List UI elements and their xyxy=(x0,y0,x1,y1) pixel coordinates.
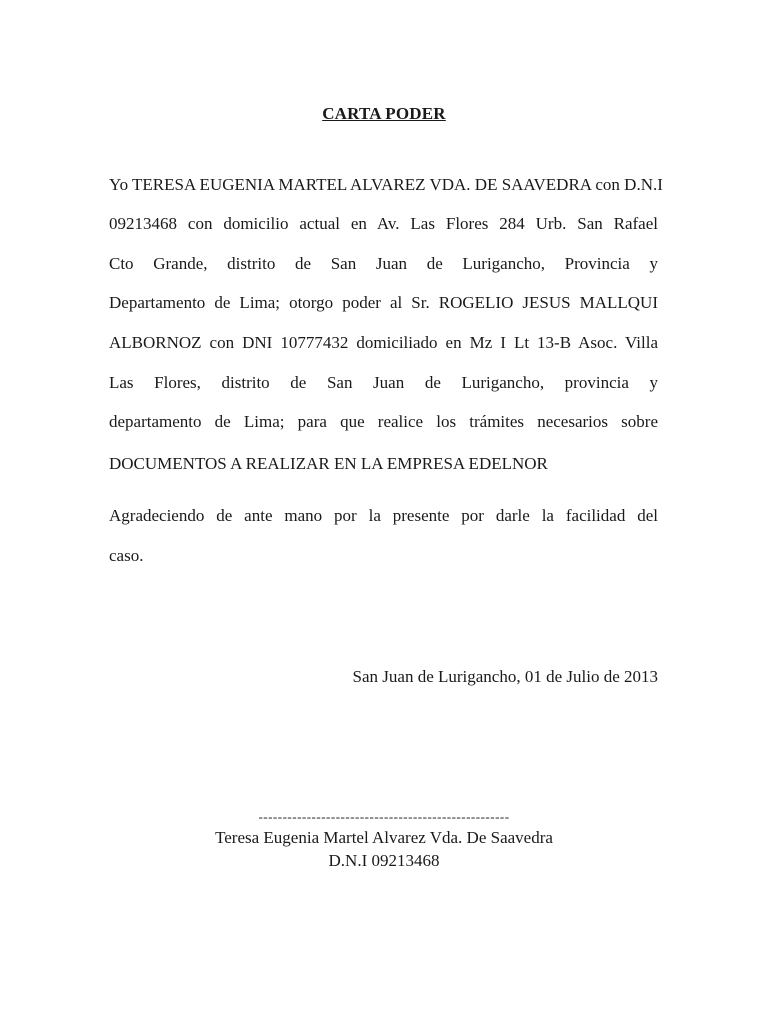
body-line-3: Cto Grande, distrito de San Juan de Lurigancho, Provincia y xyxy=(109,254,658,273)
body-line-5: ALBORNOZ con DNI 10777432 domiciliado en Mz I Lt 13-B Asoc. Villa xyxy=(109,333,658,352)
body-line-2: 09213468 con domicilio actual en Av. Las Flores 284 Urb. San Rafael xyxy=(109,214,658,233)
place-date: San Juan de Lurigancho, 01 de Julio de 2013 xyxy=(352,667,658,686)
document-title: CARTA PODER xyxy=(322,104,446,123)
signature-line: ---------------------------------------------------- xyxy=(258,809,510,824)
body-line-1: Yo TERESA EUGENIA MARTEL ALVAREZ VDA. DE SAAVEDRA con D.N.I xyxy=(109,175,663,194)
body-line-6: Las Flores, distrito de San Juan de Lurigancho, provincia y xyxy=(109,373,658,392)
body-line-4: Departamento de Lima; otorgo poder al Sr. ROGELIO JESUS MALLQUI xyxy=(109,293,658,312)
body-line-7: departamento de Lima; para que realice los trámites necesarios sobre xyxy=(109,412,658,431)
thanks-line-2: caso. xyxy=(109,546,144,565)
thanks-line-1: Agradeciendo de ante mano por la presente por darle la facilidad del xyxy=(109,506,658,525)
signatory-dni: D.N.I 09213468 xyxy=(328,851,440,870)
signatory-name: Teresa Eugenia Martel Alvarez Vda. De Saavedra xyxy=(215,828,553,847)
body-line-8: DOCUMENTOS A REALIZAR EN LA EMPRESA EDELNOR xyxy=(109,454,548,473)
